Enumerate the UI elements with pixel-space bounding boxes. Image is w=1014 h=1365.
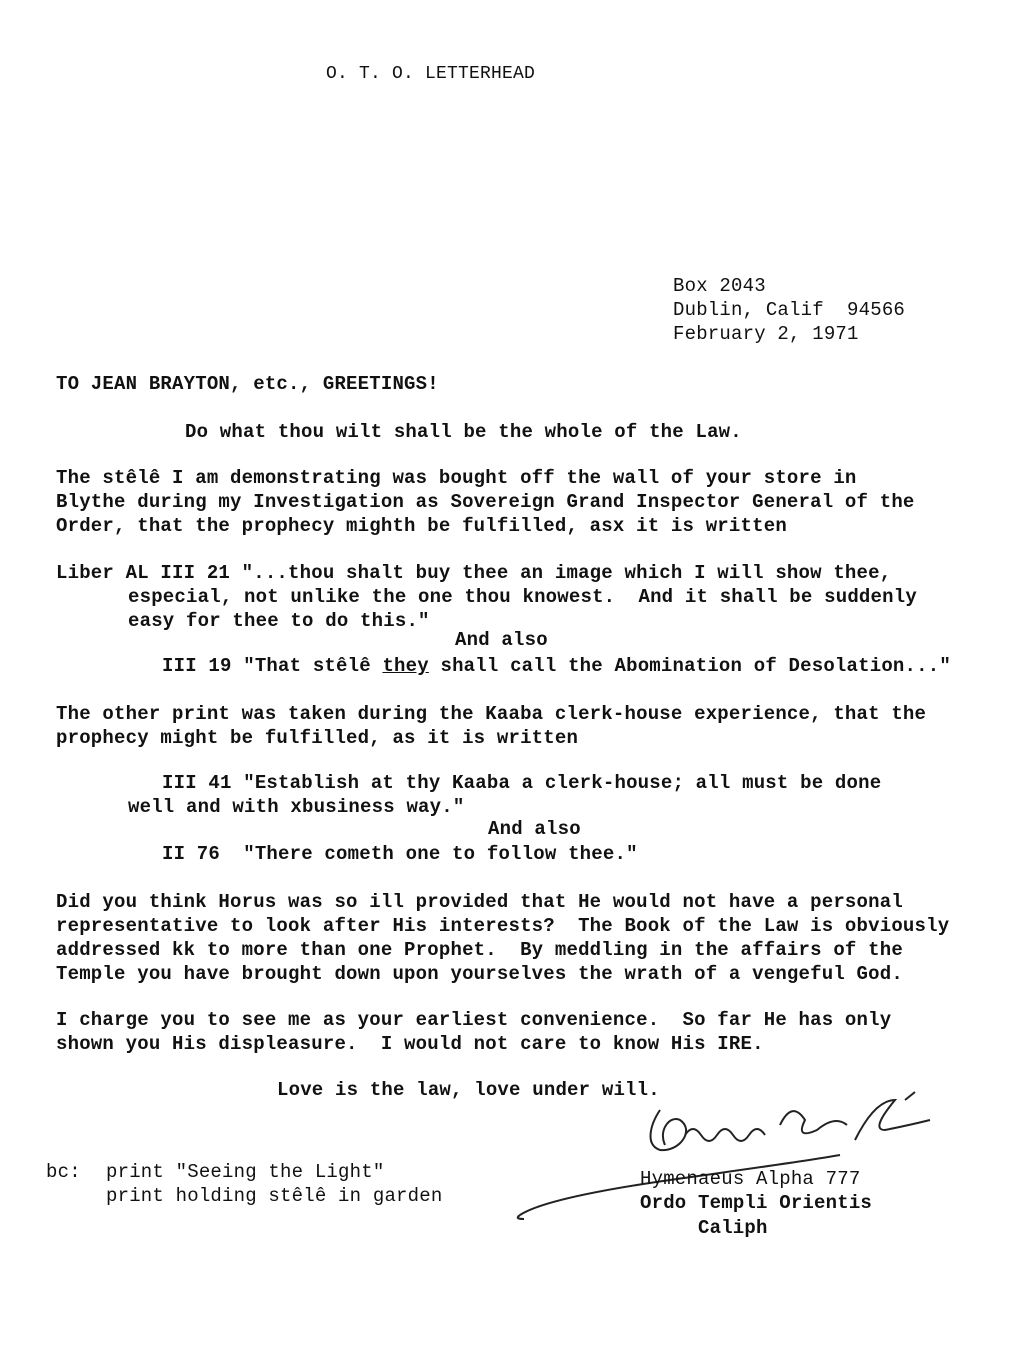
quote-suffix: shall call the Abomination of Desolation..." — [428, 655, 951, 677]
address-box: Box 2043 — [673, 275, 766, 297]
salutation: TO JEAN BRAYTON, etc., GREETINGS! — [56, 373, 439, 395]
bc-item: print holding stêlê in garden — [106, 1185, 443, 1207]
paragraph-line: Blythe during my Investigation as Sovereign Grand Inspector General of the — [56, 491, 915, 513]
paragraph-line: shown you His displeasure. I would not care to know His IRE. — [56, 1033, 764, 1055]
paragraph-line: representative to look after His interests? The Book of the Law is obviously — [56, 915, 950, 937]
quote-underlined-word: they — [382, 655, 429, 677]
bc-label: bc: — [46, 1161, 81, 1183]
bc-item: print "Seeing the Light" — [106, 1161, 385, 1183]
paragraph-line: The stêlê I am demonstrating was bought off the wall of your store in — [56, 467, 857, 489]
closing-line: Love is the law, love under will. — [277, 1079, 660, 1101]
quote-line: III 41 "Establish at thy Kaaba a clerk-house; all must be done — [162, 772, 882, 794]
quote-line: Liber AL III 21 "...thou shalt buy thee an image which I will show thee, — [56, 562, 892, 584]
quote-line: especial, not unlike the one thou knowest. And it shall be suddenly — [128, 586, 917, 608]
quote-line: easy for thee to do this." — [128, 610, 430, 632]
quote-prefix: III 19 "That stêlê — [162, 655, 383, 677]
paragraph-line: addressed kk to more than one Prophet. By meddling in the affairs of the — [56, 939, 903, 961]
signer-order: Ordo Templi Orientis — [640, 1192, 873, 1214]
signer-title: Caliph — [698, 1217, 768, 1239]
paragraph-line: I charge you to see me as your earliest convenience. So far He has only — [56, 1009, 892, 1031]
paragraph-line: prophecy might be fulfilled, as it is written — [56, 727, 579, 749]
paragraph-line: Did you think Horus was so ill provided that He would not have a personal — [56, 891, 903, 913]
and-also: And also — [455, 629, 548, 651]
opening-line: Do what thou wilt shall be the whole of the Law. — [185, 421, 742, 443]
quote-iii-19 — [162, 654, 951, 678]
paragraph-line: Order, that the prophecy mighth be fulfilled, asx it is written — [56, 515, 787, 537]
letterhead: O. T. O. LETTERHEAD — [326, 64, 536, 84]
paragraph-line: Temple you have brought down upon yourselves the wrath of a vengeful God. — [56, 963, 903, 985]
paragraph-line: The other print was taken during the Kaaba clerk-house experience, that the — [56, 703, 927, 725]
quote-ii-76: II 76 "There cometh one to follow thee." — [162, 843, 638, 865]
address-city: Dublin, Calif 94566 — [673, 299, 906, 321]
quote-line: well and with xbusiness way." — [128, 796, 465, 818]
signer-name: Hymenaeus Alpha 777 — [640, 1168, 861, 1190]
and-also: And also — [488, 818, 581, 840]
letter-date: February 2, 1971 — [673, 323, 859, 345]
